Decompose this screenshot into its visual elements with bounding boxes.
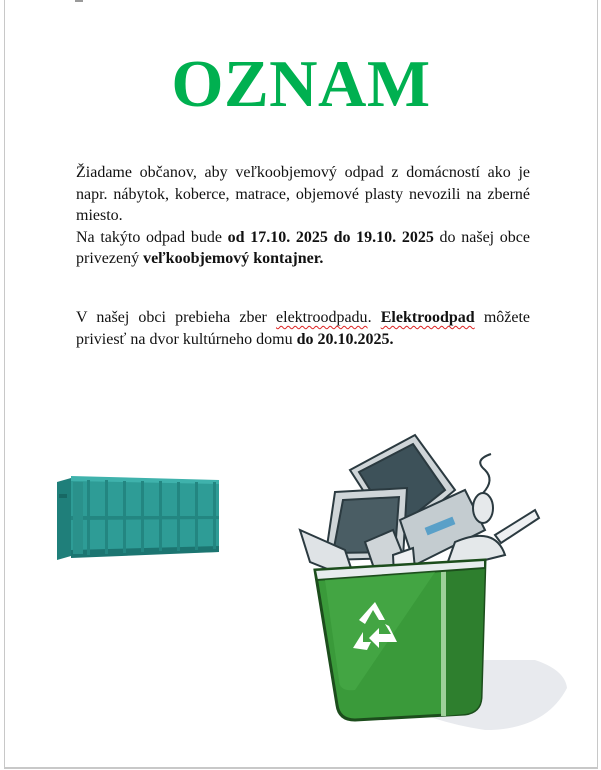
paragraph-bulky-waste-intro: Žiadame občanov, aby veľkoobjemový odpad z domácností ako je napr. nábytok, koberce, matrace, objemové plasty nevozili na zberné miesto. xyxy=(76,164,530,225)
document-page xyxy=(4,0,598,769)
paragraph-bulky-waste xyxy=(76,162,530,270)
text-span: Na takýto odpad bude xyxy=(76,228,228,246)
paragraph-bulky-waste-dates xyxy=(76,227,530,270)
ewaste-deadline: do 20.10.2025. xyxy=(296,330,394,348)
ewaste-bold-word[interactable]: Elektroodpad xyxy=(380,309,475,326)
container-label: veľkoobjemový kontajner. xyxy=(143,250,324,268)
paragraph-ewaste-text xyxy=(76,307,530,350)
notice-title: OZNAM xyxy=(171,47,431,121)
collection-dates: od 17.10. 2025 do 19.10. 2025 xyxy=(227,228,434,246)
ewaste-bin-image[interactable] xyxy=(295,430,575,738)
container-image[interactable] xyxy=(55,472,223,564)
ruler-tab-marker xyxy=(75,0,83,2)
text-span: . xyxy=(367,309,381,326)
spellcheck-flagged-word[interactable]: elektroodpadu xyxy=(276,309,368,326)
text-span: môžete priviesť na dvor kultúrneho domu xyxy=(76,309,531,348)
text-span: do našej obce privezený xyxy=(76,228,531,268)
paragraph-ewaste xyxy=(76,307,530,350)
text-span: V našej obci prebieha zber xyxy=(76,309,277,326)
